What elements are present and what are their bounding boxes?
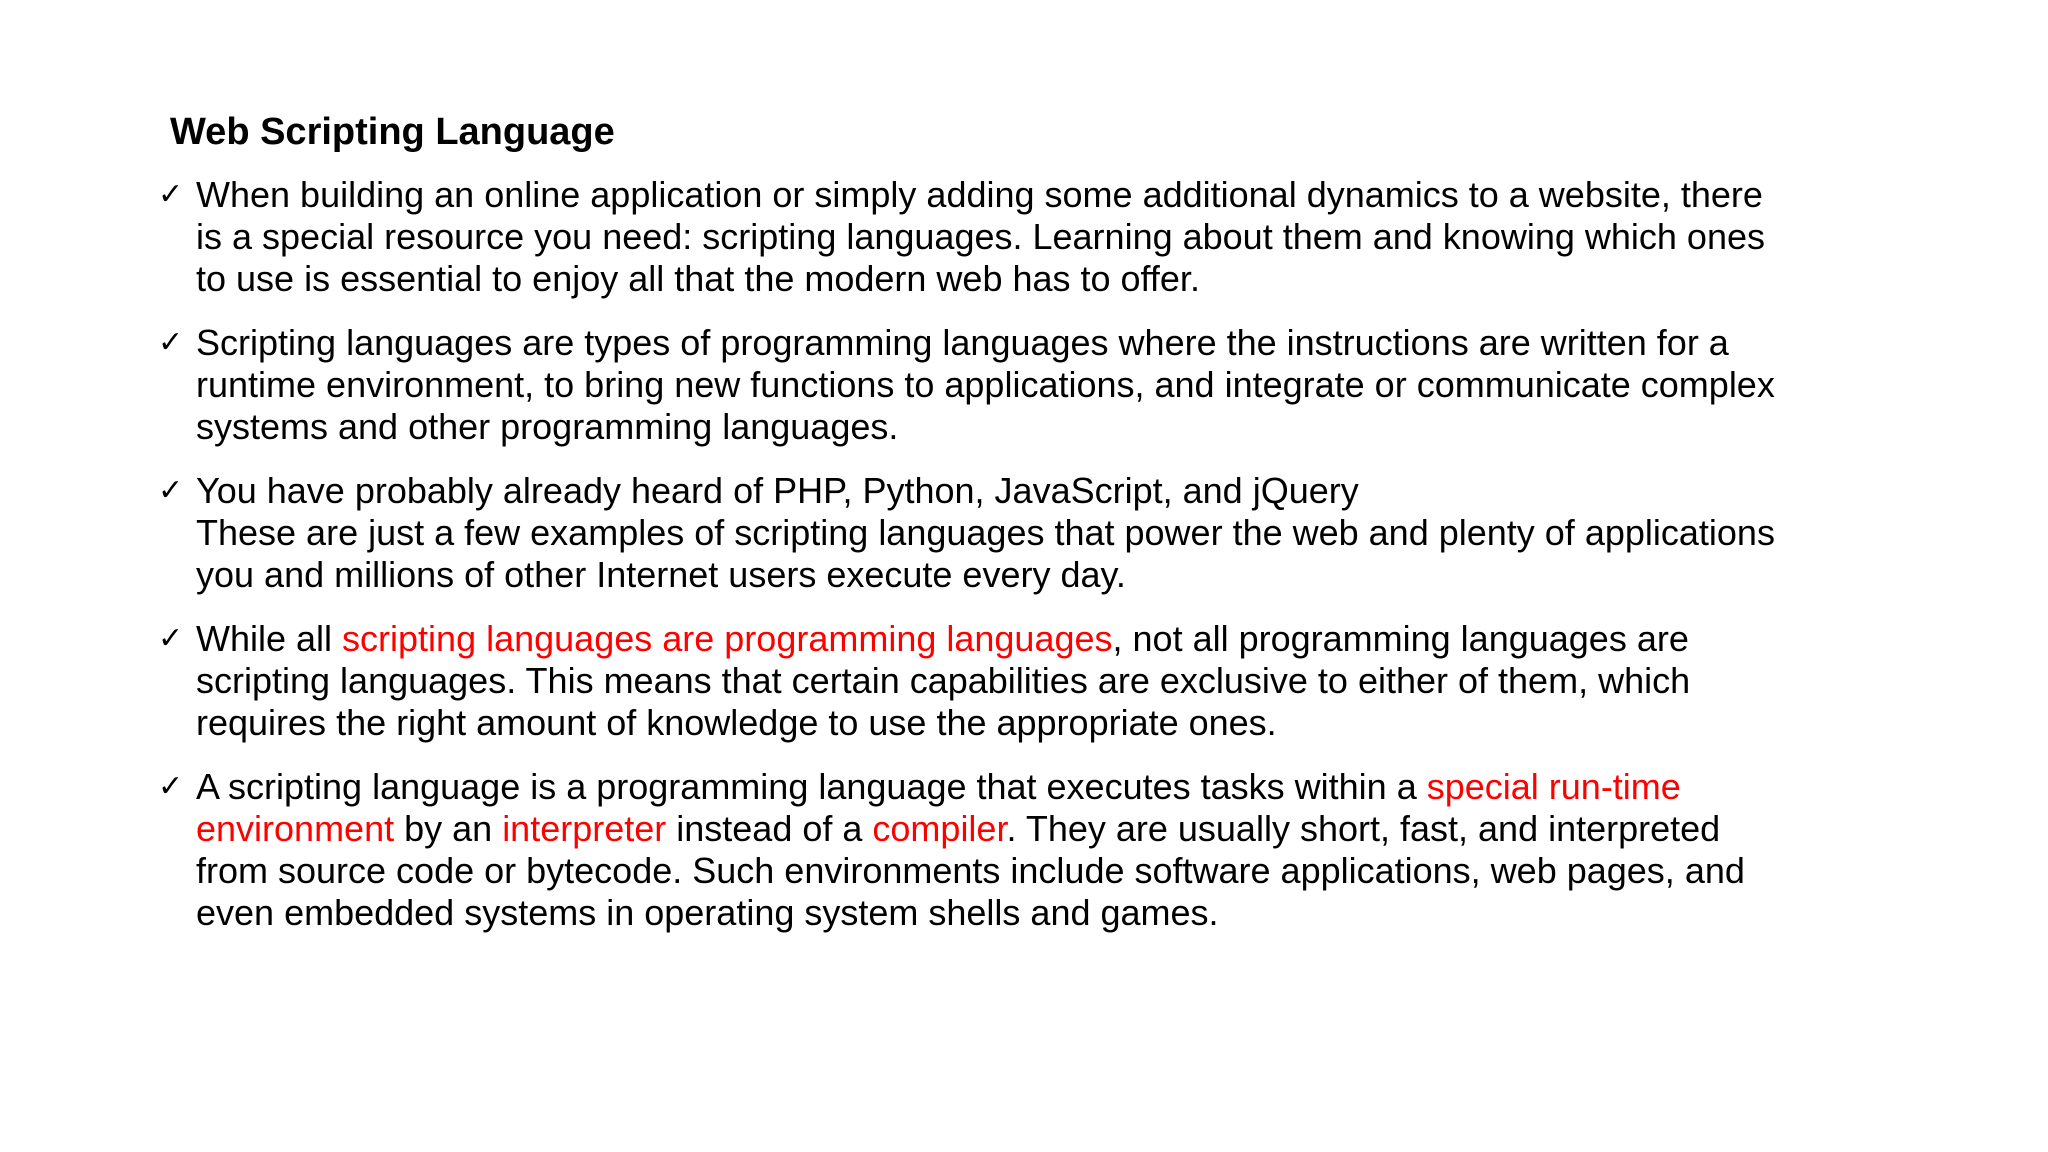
body-text: systems and other programming languages. [196, 406, 899, 447]
body-text: Scripting languages are types of programming languages where the instructions are written for a [196, 322, 1729, 363]
bullet-line [196, 470, 1918, 512]
checkmark-icon: ✓ [158, 621, 184, 656]
bullet-item [158, 174, 1918, 300]
body-text: runtime environment, to bring new functions to applications, and integrate or communicate complex [196, 364, 1775, 405]
body-text: to use is essential to enjoy all that the modern web has to offer. [196, 258, 1200, 299]
bullet-line [196, 808, 1918, 850]
body-text: you and millions of other Internet users execute every day. [196, 554, 1126, 595]
highlighted-text: interpreter [502, 808, 667, 849]
body-text: When building an online application or simply adding some additional dynamics to a website, there [196, 174, 1763, 215]
bullet-line [196, 364, 1918, 406]
bullet-line [196, 554, 1918, 596]
body-text: These are just a few examples of scripting languages that power the web and plenty of applications [196, 512, 1775, 553]
checkmark-icon: ✓ [158, 325, 184, 360]
body-text: . They are usually short, fast, and interpreted [1006, 808, 1721, 849]
slide-title: Web Scripting Language [170, 111, 615, 153]
body-text: While all [196, 618, 343, 659]
body-text: , not all programming languages are [1112, 618, 1689, 659]
bullet-item [158, 618, 1918, 744]
bullet-line [196, 216, 1918, 258]
bullet-list [158, 174, 1918, 956]
body-text: instead of a [666, 808, 873, 849]
highlighted-text: scripting languages are programming languages [342, 618, 1113, 659]
highlighted-text: special run-time [1426, 766, 1681, 807]
body-text: A scripting language is a programming language that executes tasks within a [196, 766, 1427, 807]
bullet-line [196, 618, 1918, 660]
checkmark-icon: ✓ [158, 769, 184, 804]
bullet-line [196, 766, 1918, 808]
bullet-line [196, 892, 1918, 934]
bullet-line [196, 174, 1918, 216]
bullet-item [158, 766, 1918, 934]
body-text: scripting languages. This means that certain capabilities are exclusive to either of them, which [196, 660, 1691, 701]
checkmark-icon: ✓ [158, 473, 184, 508]
bullet-line [196, 406, 1918, 448]
highlighted-text: compiler [872, 808, 1007, 849]
bullet-line [196, 512, 1918, 554]
body-text: from source code or bytecode. Such environments include software applications, web pages, and [196, 850, 1745, 891]
body-text: is a special resource you need: scripting languages. Learning about them and knowing which ones [196, 216, 1765, 257]
checkmark-icon: ✓ [158, 177, 184, 212]
bullet-line [196, 850, 1918, 892]
bullet-line [196, 660, 1918, 702]
body-text: even embedded systems in operating system shells and games. [196, 892, 1219, 933]
highlighted-text: environment [196, 808, 395, 849]
bullet-item [158, 322, 1918, 448]
body-text: requires the right amount of knowledge to use the appropriate ones. [196, 702, 1277, 743]
body-text: You have probably already heard of PHP, Python, JavaScript, and jQuery [196, 470, 1359, 511]
bullet-line [196, 702, 1918, 744]
bullet-line [196, 322, 1918, 364]
bullet-item [158, 470, 1918, 596]
bullet-line [196, 258, 1918, 300]
body-text: by an [394, 808, 503, 849]
